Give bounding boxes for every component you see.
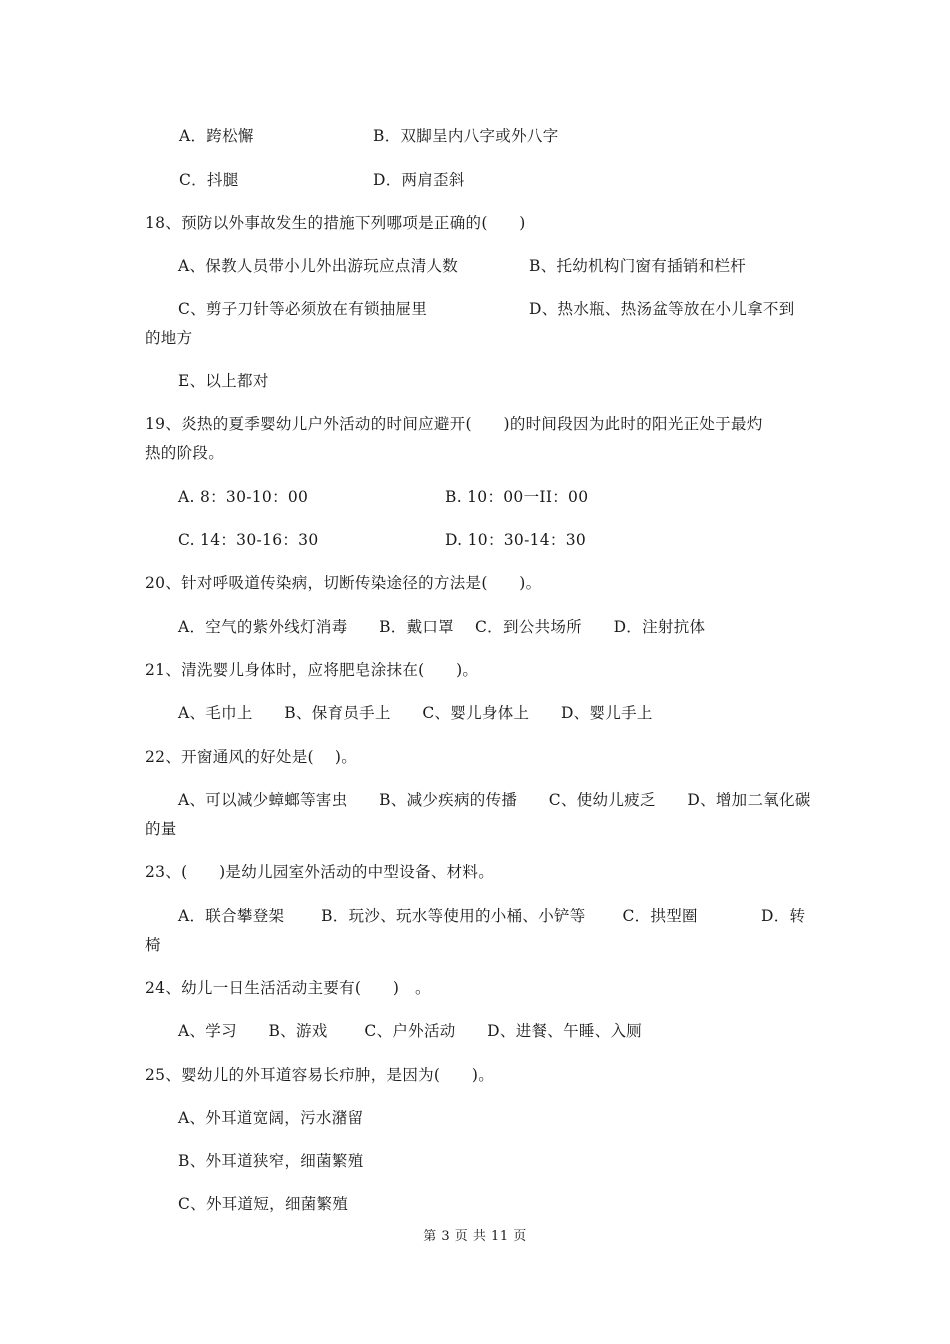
q23-question: 23、( )是幼儿园室外活动的中型设备、材料。 — [145, 863, 495, 881]
q18-option-c: C、剪子刀针等必须放在有锁抽屉里 — [178, 300, 428, 318]
q20-question: 20、针对呼吸道传染病，切断传染途径的方法是( )。 — [145, 574, 542, 592]
q18-option-b: B、托幼机构门窗有插销和栏杆 — [529, 257, 747, 275]
q22-options-line1: A、可以减少蟑螂等害虫 B、减少疾病的传播 C、使幼儿疲乏 D、增加二氧化碳 — [178, 791, 811, 809]
q25-option-c: C、外耳道短，细菌繁殖 — [178, 1195, 349, 1213]
q25-option-b: B、外耳道狭窄，细菌繁殖 — [178, 1152, 364, 1170]
q22-options-line2: 的量 — [145, 820, 177, 838]
q17-option-b: B．双脚呈内八字或外八字 — [373, 127, 559, 145]
q24-options: A、学习 B、游戏 C、户外活动 D、进餐、午睡、入厕 — [178, 1022, 643, 1040]
q17-option-d: D．两肩歪斜 — [373, 171, 465, 189]
q19-option-c: C. 14：30-16：30 — [178, 531, 319, 549]
q20-options: A．空气的紫外线灯消毒 B．戴口罩 C．到公共场所 D．注射抗体 — [178, 618, 706, 636]
q19-question-line2: 热的阶段。 — [145, 444, 225, 462]
q21-options: A、毛巾上 B、保育员手上 C、婴儿身体上 D、婴儿手上 — [178, 704, 653, 722]
q19-question-line1: 19、炎热的夏季婴幼儿户外活动的时间应避开( )的时间段因为此时的阳光正处于最灼 — [145, 415, 763, 433]
q22-question: 22、开窗通风的好处是( )。 — [145, 748, 358, 766]
page-number-footer: 第 3 页 共 11 页 — [423, 1229, 527, 1244]
q24-question: 24、幼儿一日生活活动主要有( ) 。 — [145, 979, 431, 997]
q18-option-d: D、热水瓶、热汤盆等放在小儿拿不到 — [529, 300, 795, 318]
q23-options-line1: A．联合攀登架 B．玩沙、玩水等使用的小桶、小铲等 C．拱型圈 D．转 — [178, 907, 806, 925]
q19-option-a: A. 8：30-10：00 — [178, 488, 309, 506]
q17-option-c: C．抖腿 — [179, 171, 239, 189]
q18-option-d-continued: 的地方 — [145, 329, 193, 347]
q19-option-d: D. 10：30-14：30 — [445, 531, 587, 549]
q25-question: 25、婴幼儿的外耳道容易长疖肿，是因为( )。 — [145, 1066, 495, 1084]
q17-option-a: A．跨松懈 — [179, 127, 254, 145]
q18-option-e: E、以上都对 — [178, 372, 269, 390]
q18-question: 18、预防以外事故发生的措施下列哪项是正确的( ) — [145, 214, 526, 232]
q25-option-a: A、外耳道宽阔，污水潴留 — [178, 1109, 364, 1127]
q23-options-line2: 椅 — [145, 936, 161, 954]
q21-question: 21、清洗婴儿身体时，应将肥皂涂抹在( )。 — [145, 661, 479, 679]
q19-option-b: B. 10：00一II：00 — [445, 488, 589, 506]
q18-option-a: A、保教人员带小儿外出游玩应点清人数 — [178, 257, 459, 275]
